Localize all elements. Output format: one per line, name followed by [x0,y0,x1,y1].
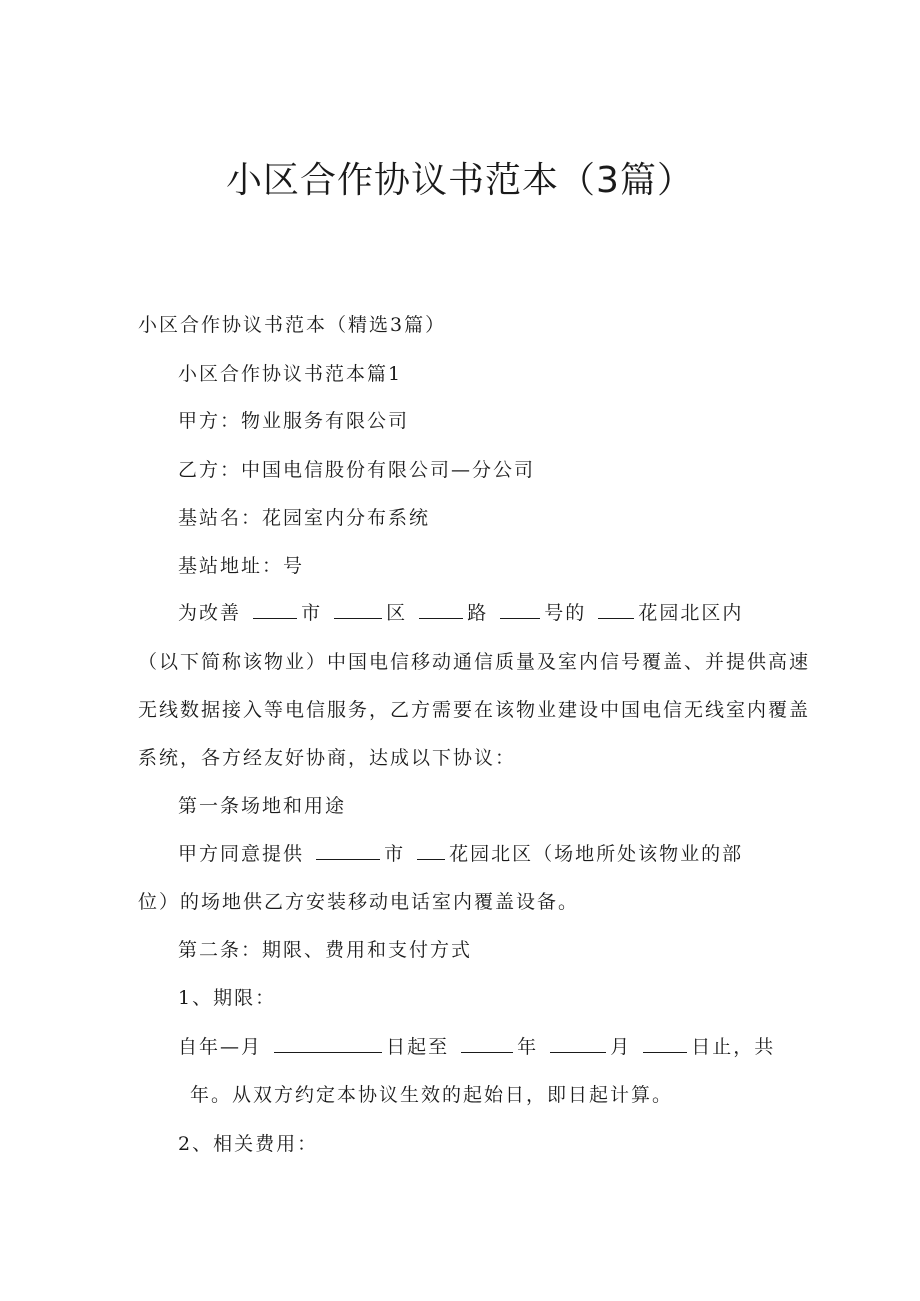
period-line-1 [178,1034,775,1060]
article-1-line-1 [178,841,743,867]
city-blank [253,602,297,619]
road-blank [419,602,463,619]
document-title: 小区合作协议书范本（3篇） [226,160,694,201]
article-2-item-1: 1、期限： [178,987,277,1009]
period-start: 自年—月 [178,1036,263,1058]
intro-line-3: 无线数据接入等电信服务，乙方需要在该物业建设中国电信无线室内覆盖 [138,699,811,721]
station-name-line: 基站名：花园室内分布系统 [178,507,431,529]
period-line-2: 年。从双方约定本协议生效的起始日，即日起计算。 [190,1084,674,1106]
intro-line-2: （以下简称该物业）中国电信移动通信质量及室内信号覆盖、并提供高速 [138,651,811,673]
period-day-from: 日起至 [386,1036,450,1058]
intro-line-4: 系统，各方经友好协商，达成以下协议： [138,747,517,769]
number-blank [500,602,540,619]
period-month: 月 [610,1036,632,1058]
period-start-blank [274,1036,382,1053]
intro-text-start: 为改善 [178,602,242,624]
section-heading: 小区合作协议书范本篇1 [178,363,403,385]
article-1-garden-blank [417,843,445,860]
intro-road: 路 [467,602,489,624]
period-year: 年 [517,1036,539,1058]
party-a-line: 甲方：物业服务有限公司 [178,410,410,432]
intro-city: 市 [301,602,323,624]
article-1-heading: 第一条场地和用途 [178,795,347,817]
article-1-text-end: 花园北区（场地所处该物业的部 [449,843,744,865]
article-1-city: 市 [384,843,406,865]
document-subtitle: 小区合作协议书范本（精选3篇） [138,314,447,336]
station-address-line: 基站地址：号 [178,555,305,577]
intro-line-1 [178,600,743,626]
period-month-blank [550,1036,606,1053]
district-blank [334,602,382,619]
party-b-line: 乙方：中国电信股份有限公司—分公司 [178,459,536,481]
article-1-city-blank [316,843,380,860]
article-1-line-2: 位）的场地供乙方安装移动电话室内覆盖设备。 [138,891,580,913]
article-1-text-start: 甲方同意提供 [178,843,305,865]
period-day-to: 日止，共 [691,1036,776,1058]
intro-garden: 花园北区内 [638,602,744,624]
article-2-heading: 第二条：期限、费用和支付方式 [178,939,473,961]
garden-blank [598,602,634,619]
period-year-blank [461,1036,513,1053]
article-2-item-2: 2、相关费用： [178,1133,319,1155]
period-day-blank [643,1036,687,1053]
intro-number: 号的 [544,602,587,624]
intro-district: 区 [386,602,408,624]
